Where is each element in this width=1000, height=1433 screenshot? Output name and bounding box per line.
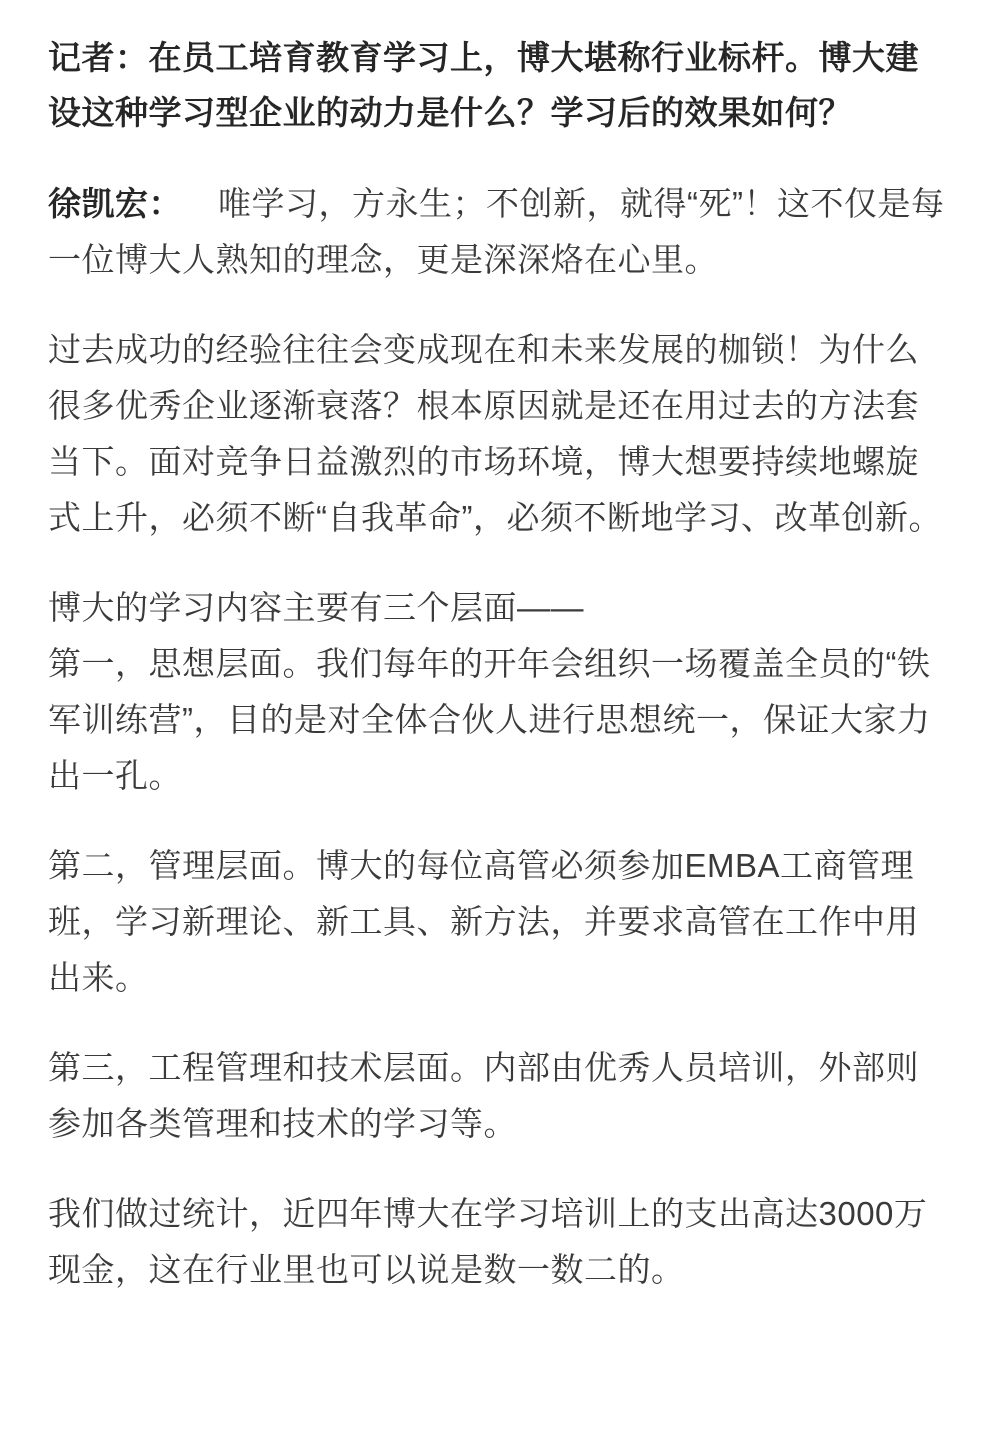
body-paragraph-2: 博大的学习内容主要有三个层面—— <box>48 589 584 626</box>
interview-question: 记者：在员工培育教育学习上，博大堪称行业标杆。博大建设这种学习型企业的动力是什么？学习后的效果如何？ <box>48 39 919 131</box>
answer-speaker-name: 徐凯宏： <box>48 185 182 222</box>
body-paragraph-6: 我们做过统计，近四年博大在学习培训上的支出高达3000万现金，这在行业里也可以说是数一数二的。 <box>48 1195 928 1288</box>
interview-answer <box>48 176 952 288</box>
body-paragraph-3: 第一，思想层面。我们每年的开年会组织一场覆盖全员的“铁军训练营”，目的是对全体合伙人进行思想统一，保证大家力出一孔。 <box>48 645 931 794</box>
body-paragraph-4: 第二，管理层面。博大的每位高管必须参加EMBA工商管理班，学习新理论、新工具、新方法，并要求高管在工作中用出来。 <box>48 847 919 996</box>
body-paragraph-5: 第三，工程管理和技术层面。内部由优秀人员培训，外部则参加各类管理和技术的学习等。 <box>48 1049 919 1142</box>
answer-text: 唯学习，方永生；不创新，就得“死”！这不仅是每一位博大人熟知的理念，更是深深烙在心里。 <box>48 185 945 278</box>
body-paragraph-1: 过去成功的经验往往会变成现在和未来发展的枷锁！为什么很多优秀企业逐渐衰落？根本原因就是还在用过去的方法套当下。面对竞争日益激烈的市场环境，博大想要持续地螺旋式上升，必须不断“自我革命”，必须不断地学习、改革创新。 <box>48 331 942 536</box>
